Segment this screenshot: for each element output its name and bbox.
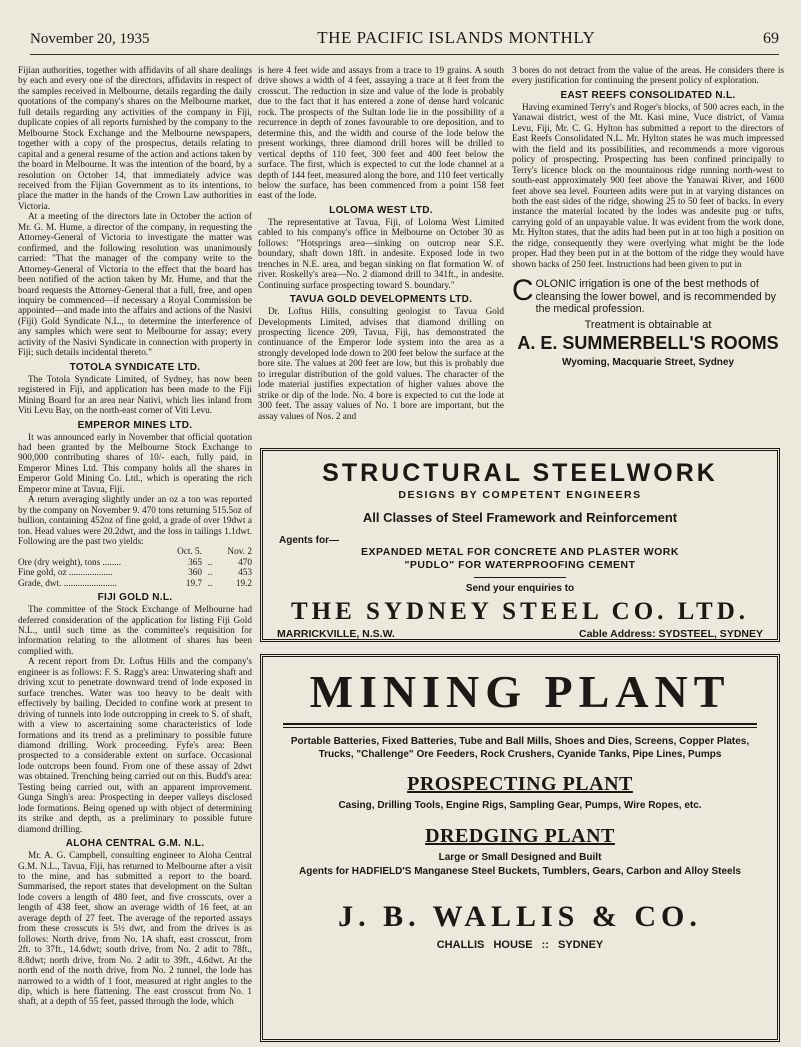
colonic-advertisement: [512, 274, 784, 368]
mining-ad-company: J. B. WALLIS & CO.: [338, 899, 702, 933]
steel-ad-line2: "PUDLO" FOR WATERPROOFING CEMENT: [404, 559, 636, 571]
section-heading-tavua: TAVUA GOLD DEVELOPMENTS LTD.: [289, 294, 473, 306]
paragraph: The representative at Tavua, Fiji, of Loloma West Limited cabled to his company's office in Melbourne on October 30 as follows: "Hotsprings area—sinking on outcrop near S.E. boundary, shaft down 18ft. in andesite. Exposed lode in two trenches in N.E. area, and began sinking on flat formation W. of river. Roskelly's area—No. 2 diamond drill to 341ft., in andesite. Continuing surface prospecting toward S. boundary.": [258, 217, 504, 291]
steel-ad-cable: Cable Address: SYDSTEEL, SYDNEY: [579, 628, 763, 640]
dredging-plant-title: DREDGING PLANT: [425, 824, 615, 847]
steel-ad-company: THE SYDNEY STEEL CO. LTD.: [291, 598, 749, 625]
page-number: 69: [763, 30, 779, 47]
colonic-ad-address: Wyoming, Macquarie Street, Sydney: [561, 356, 735, 368]
colonic-ad-treatment: Treatment is obtainable at: [584, 318, 712, 331]
column-right: [512, 66, 784, 420]
prospecting-plant-title: PROSPECTING PLANT: [407, 773, 633, 795]
section-heading-aloha: ALOHA CENTRAL G.M. N.L.: [65, 838, 205, 850]
yields-row: Ore (dry weight), tons ........ 365 .. 470: [18, 557, 252, 568]
paragraph: Fijian authorities, together with affidavits of all share dealings by each and every one of the directors, affidavits in respect of the samples received in Melbourne, details regarding the daily quotations of the company's shares on the Melbourne market, full details regarding any activities of the company in Fiji, duplicate copies of all reports furnished by the company to the Melbourne Stock Exchange and the Melbourne newspapers, together with a copy of the prospectus, details relating to capital and a general resume of the action and actions taken by the board in Melbourne. It was the intention of the board, by a resolution on October 14, that immediately advice was received from the Fijian Government as to its intentions, to place the matter in the hands of the Crown Law authorities in Victoria.: [18, 66, 252, 212]
column-middle: [258, 66, 504, 438]
prospecting-plant-items: Casing, Drilling Tools, Engine Rigs, Sampling Gear, Pumps, Wire Ropes, etc.: [338, 800, 702, 811]
issue-date: November 20, 1935: [30, 31, 150, 47]
yields-header-row: [18, 547, 252, 557]
colonic-ad-text: OLONIC irrigation is one of the best methods of cleansing the lower bowel, and is recommended by the medical profession.: [535, 278, 776, 316]
mining-ad-products: Portable Batteries, Fixed Batteries, Tube and Ball Mills, Shoes and Dies, Screens, Copper Plates, Trucks, "Challenge" Ore Feeders, Rock Crushers, Cyanide Tanks, Pipe Lines, Pumps: [290, 736, 750, 760]
column-left: [18, 66, 252, 1041]
yields-col-oct: Oct. 5.: [177, 547, 202, 558]
yields-table: [18, 547, 252, 589]
paragraph: The committee of the Stock Exchange of Melbourne had deferred consideration of the application for listing Fiji Gold N.L., until such time as the committee's requisition for information relating to the allotment of shares has been complied with.: [18, 605, 252, 657]
section-heading-emperor: EMPEROR MINES LTD.: [77, 419, 193, 431]
steel-ad-footer: [273, 628, 767, 640]
publication-title: THE PACIFIC ISLANDS MONTHLY: [317, 28, 596, 47]
section-heading-totola: TOTOLA SYNDICATE LTD.: [69, 361, 201, 373]
mining-ad-title: MINING PLANT: [309, 666, 731, 717]
yields-col-nov: Nov. 2: [227, 547, 252, 558]
paragraph: 3 bores do not detract from the value of the areas. He considers there is every justification for continuing the present policy of exploration.: [512, 66, 784, 87]
paragraph: Having examined Terry's and Roger's blocks, of 500 acres each, in the Yanawai district, west of the Mt. Kasi mine, Vuce district, of Vanua Levu, Fiji, Mr. C. G. Hylton has submitted a report to the directors of East Reefs Consolidated N.L. Mr. Hylton states he was much impressed with the field and its possibilities, and recommends a more vigorous policy of prospecting. Prospecting has been confined principally to Terry's licence block on the mountainous ridge running north-west to south-east approximately 900 feet above the Yanawai River, and 1600 feet above sea level. Fourteen adits were put in at varying distances on both the east sides of the ridge, showing 25 to 50 feet of backs. In every instance the material located by the lodes was andesite pug or tufts, carrying gold of an unpayable value. It was evident from the work done, Mr. Hylton states, that the adits had been put in at too high a position on the ridge, consequently they were overlying what might be the lode proper. Had they been put in at the bottom of the ridge they would have shown backs of 250 feet. Instructions had been given to put in: [512, 102, 784, 270]
yields-row: Grade, dwt. ....................... 19.7 .. 19.2: [18, 578, 252, 589]
steel-ad-enquiries: Send your enquiries to: [465, 583, 575, 594]
mining-plant-advertisement: [260, 654, 780, 1042]
section-heading-fiji-gold: FIJI GOLD N.L.: [97, 592, 173, 604]
divider: [474, 577, 566, 578]
steel-ad-classes: All Classes of Steel Framework and Reinforcement: [362, 510, 678, 525]
steel-ad-subhead: DESIGNS BY COMPETENT ENGINEERS: [398, 489, 642, 501]
dredging-plant-line1: Large or Small Designed and Built: [438, 851, 602, 863]
paragraph: Mr. A. G. Campbell, consulting engineer to Aloha Central G.M. N.L., Tavua, Fiji, has returned to Melbourne after a visit to the mine, and has submitted a report to the board. Summarised, the report states that development on the Sultan lode covers a length of 480 feet, and five crosscuts, over a length of 438 feet, show an average width of 16 feet, at an average depth of 27 feet. The average of the reported assays from these crosscuts is 5½ dwt, and from the drives is as follows: North drive, from No. 1A shaft, east crosscut, from 2ft. to 37ft., 14.6dwt; south drive, from No. 2 adit to 78ft., 8.8dwt; north drive, from No. 2 adit to 39ft., 4.6dwt. At the north end of the north drive, from No. 2 tunnel, the lode has narrowed to a width of 1 foot, measured at right angles to the dip, which is here flattening. The east crosscut from No. 1 shaft, at a depth of 55 feet, passed through the lode, which: [18, 851, 252, 1008]
section-heading-loloma: LOLOMA WEST LTD.: [329, 204, 433, 216]
paragraph: The Totola Syndicate Limited, of Sydney, has now been registered in Fiji, and application has been made to the Fiji Mining Board for an area near Nativi, which lies inland from Viti Levu Bay, on the north-east corner of Viti Levu.: [18, 374, 252, 417]
steel-ad-location: MARRICKVILLE, N.S.W.: [277, 628, 395, 640]
paragraph: Dr. Loftus Hills, consulting geologist to Tavua Gold Developments Limited, advises that diamond drilling on prospecting licence 209, Tavua, Fiji, has demonstrated the continuance of the Emperor lode system into the area as a strongly developed lode down to 200 feet below the surface at the bore site. The values at 200 feet are low, but this is probably due to irregular distribution of the gold values. The character of the lode material justifies expectation of higher values above the strike or dip of the lode. No. 4 bore is expected to cut the lode at 300 feet. The assay values of No. 1 bore are important, but the assay values of Nos. 2 and: [258, 307, 504, 422]
paragraph: At a meeting of the directors late in October the action of Mr. G. M. Hume, a director of the company, in requesting the Attorney-General of Victoria to investigate the matter was confirmed, and the following resolution was unanimously carried: "That the manager of the company write to the Attorney-General of Victoria to the effect that the board has been notified of the action taken by Mr. Hume, and that the board requests the Attorney-General that a full, free, and open inquiry be commenced—if necessary a Royal Commission be appointed—and made into the affairs and actions of the Nasivi (Fiji) Gold Syndicate N.L., to determine the interference of any samples which were sent to Melbourne for assay; every activity of the Nasivi Syndicate in connection with property in Fiji; such details incidental thereto.": [18, 212, 252, 359]
paragraph: A return averaging slightly under an oz a ton was reported by the company on November 9. 470 tons returning 515.5oz of bullion, containing 452oz of fine gold, a grade of over 19dwt a ton. Head values were 20.2dwt, and the loss in tailings 1.1dwt. Following are the past two yields:: [18, 495, 252, 548]
paragraph: It was announced early in November that official quotation had been granted by the Melbourne Stock Exchange to 900,000 contributing shares of 10/- each, fully paid, in Emperor Mines Ltd. This company holds all the shares in Emperor Gold Mining Co. Ltd., which is operating the rich Emperor mine at Tavua, Fiji.: [18, 432, 252, 495]
section-heading-east-reefs: EAST REEFS CONSOLIDATED N.L.: [560, 89, 736, 101]
page-header: [30, 28, 779, 55]
paragraph: A recent report from Dr. Loftus Hills and the company's engineer is as follows: F. S. Ragg's area: Unwatering shaft and driving xcut to penetrate downward trend of lode exposed in surface trenches. Water was too heavy to be dealt with effectively by bailing. Decided to confine work at present to driving of tunnels into lode outcropping in creek to S. of shaft, with a view to ascertaining some characteristics of lode formations and its trend as a preliminary to possible future diamond drilling. Work proceeding. Fyfe's area: Been prospected to a considerable extent on surface. Occasional lode outcrops been found. From one of these assay of 2dwt was obtained. Trenching being carried out on this. Budd's area: Testing being carried out, with an apparent improvement. Gunga Singh's area: Prospecting in deeper valleys disclosed lode formations. Being opened up with object of determining its strike and depth, as a preliminary to possible future diamond drilling.: [18, 657, 252, 835]
dredging-plant-line2: Agents for HADFIELD'S Manganese Steel Buckets, Tumblers, Gears, Carbon and Alloy Steels: [299, 866, 741, 877]
divider: [283, 723, 757, 725]
steel-ad-headline: STRUCTURAL STEELWORK: [322, 459, 718, 487]
mining-ad-address: CHALLIS HOUSE :: SYDNEY: [436, 938, 604, 951]
steel-advertisement: [260, 448, 780, 642]
steel-ad-agents: Agents for—: [279, 535, 339, 546]
colonic-ad-name: A. E. SUMMERBELL'S ROOMS: [517, 332, 779, 353]
drop-cap: C: [512, 274, 534, 308]
steel-ad-line1: EXPANDED METAL FOR CONCRETE AND PLASTER WORK: [361, 546, 679, 558]
paragraph: is here 4 feet wide and assays from a trace to 19 grains. A south drive shows a width of 4 feet, assaying a trace at 8 feet from the crosscut. The reduction in size and value of the lode is probably due to the fact that it has entered a zone of dense hard volcanic rock. The prospects of the Sultan lode lie in the possibility of a recurrence in depth of zones favourable to ore deposition, and to determine this, and the width and course of the lode below the present workings, three diamond drill bores will be drilled to vertical depths of 110 feet, 300 feet and 400 feet below the surface. The first, which is expected to cut the lode channel at a depth of 144 feet, measured along the bore, and 110 feet vertically below the surface, has been commenced from a point 158 feet east of the lode.: [258, 66, 504, 202]
yields-row: Fine gold, oz ................... 360 .. 453: [18, 568, 252, 579]
divider: [283, 727, 757, 728]
